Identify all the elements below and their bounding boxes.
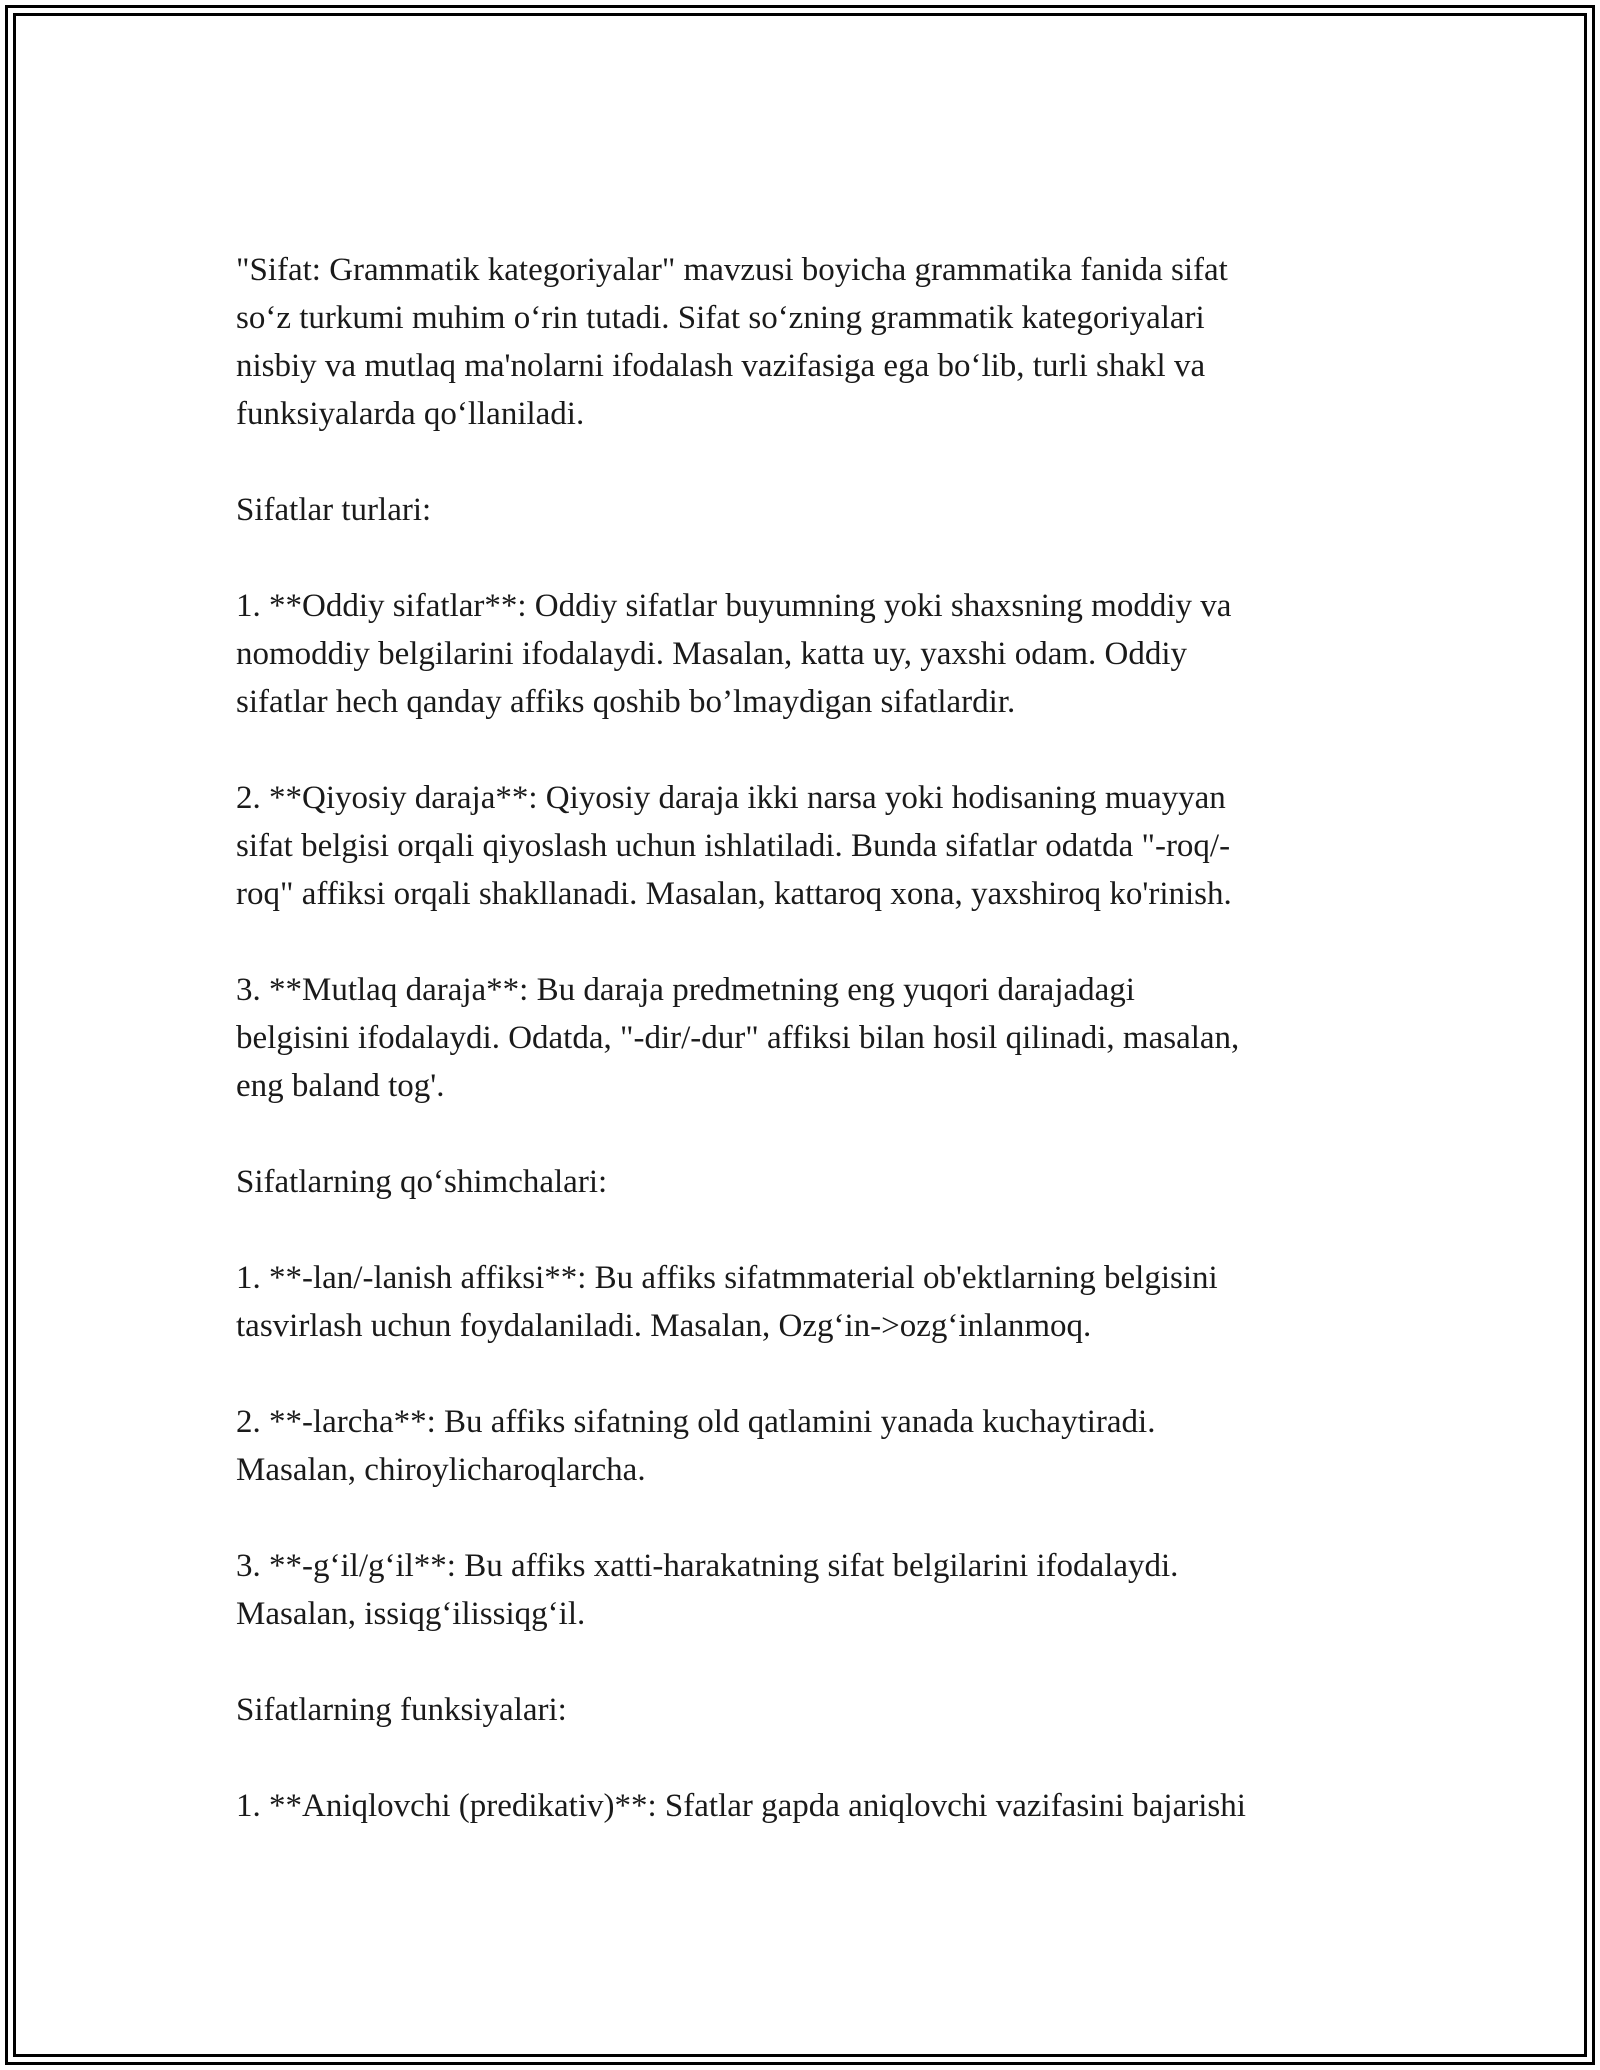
text-line: 2. **Qiyosiy daraja**: Qiyosiy daraja ikki narsa yoki hodisaning muayyan (236, 780, 1226, 816)
text-line: sifat belgisi orqali qiyoslash uchun ishlatiladi. Bunda sifatlar odatda "-roq/- (236, 828, 1231, 864)
text-line: 3. **Mutlaq daraja**: Bu daraja predmetning eng yuqori darajadagi (236, 972, 1135, 1008)
text-line: 1. **Aniqlovchi (predikativ)**: Sfatlar gapda aniqlovchi vazifasini bajarishi (236, 1788, 1246, 1824)
text-line: belgisini ifodalaydi. Odatda, "-dir/-dur" affiksi bilan hosil qilinadi, masalan, (236, 1020, 1240, 1056)
heading-text: Sifatlar turlari: (236, 492, 432, 528)
list-item-suffix-3 (236, 1542, 1366, 1638)
text-line: eng baland tog'. (236, 1068, 445, 1104)
text-line: 1. **-lan/-lanish affiksi**: Bu affiks sifatmmaterial ob'ektlarning belgisini (236, 1260, 1218, 1296)
heading-text: Sifatlarning qo‘shimchalari: (236, 1164, 608, 1200)
list-item-type-2 (236, 774, 1366, 918)
list-item-function-1 (236, 1782, 1366, 1830)
text-line: 1. **Oddiy sifatlar**: Oddiy sifatlar buyumning yoki shaxsning moddiy va (236, 588, 1232, 624)
section-heading-functions (236, 1686, 1366, 1734)
list-item-type-3 (236, 966, 1366, 1110)
list-item-suffix-1 (236, 1254, 1366, 1350)
text-line: Masalan, issiqg‘ilissiqg‘il. (236, 1596, 586, 1632)
list-item-type-1 (236, 582, 1366, 726)
text-line: 3. **-g‘il/g‘il**: Bu affiks xatti-harakatning sifat belgilarini ifodalaydi. (236, 1548, 1179, 1584)
text-line: 2. **-larcha**: Bu affiks sifatning old qatlamini yanada kuchaytiradi. (236, 1404, 1156, 1440)
text-line: "Sifat: Grammatik kategoriyalar" mavzusi boyicha grammatika fanida sifat (236, 252, 1228, 288)
section-heading-types (236, 486, 1366, 534)
text-line: so‘z turkumi muhim o‘rin tutadi. Sifat so‘zning grammatik kategoriyalari (236, 300, 1205, 336)
text-line: funksiyalarda qo‘llaniladi. (236, 396, 585, 432)
text-line: nomoddiy belgilarini ifodalaydi. Masalan, katta uy, yaxshi odam. Oddiy (236, 636, 1188, 672)
heading-text: Sifatlarning funksiyalari: (236, 1692, 567, 1728)
text-line: nisbiy va mutlaq ma'nolarni ifodalash vazifasiga ega bo‘lib, turli shakl va (236, 348, 1206, 384)
text-line: Masalan, chiroylicharoqlarcha. (236, 1452, 646, 1488)
text-line: tasvirlash uchun foydalaniladi. Masalan, Ozg‘in->ozg‘inlanmoq. (236, 1308, 1092, 1344)
text-line: sifatlar hech qanday affiks qoshib bo’lmaydigan sifatlardir. (236, 684, 1016, 720)
text-line: roq" affiksi orqali shakllanadi. Masalan, kattaroq xona, yaxshiroq ko'rinish. (236, 876, 1232, 912)
section-heading-suffixes (236, 1158, 1366, 1206)
document-body (236, 246, 1366, 1830)
paragraph-intro (236, 246, 1366, 438)
list-item-suffix-2 (236, 1398, 1366, 1494)
